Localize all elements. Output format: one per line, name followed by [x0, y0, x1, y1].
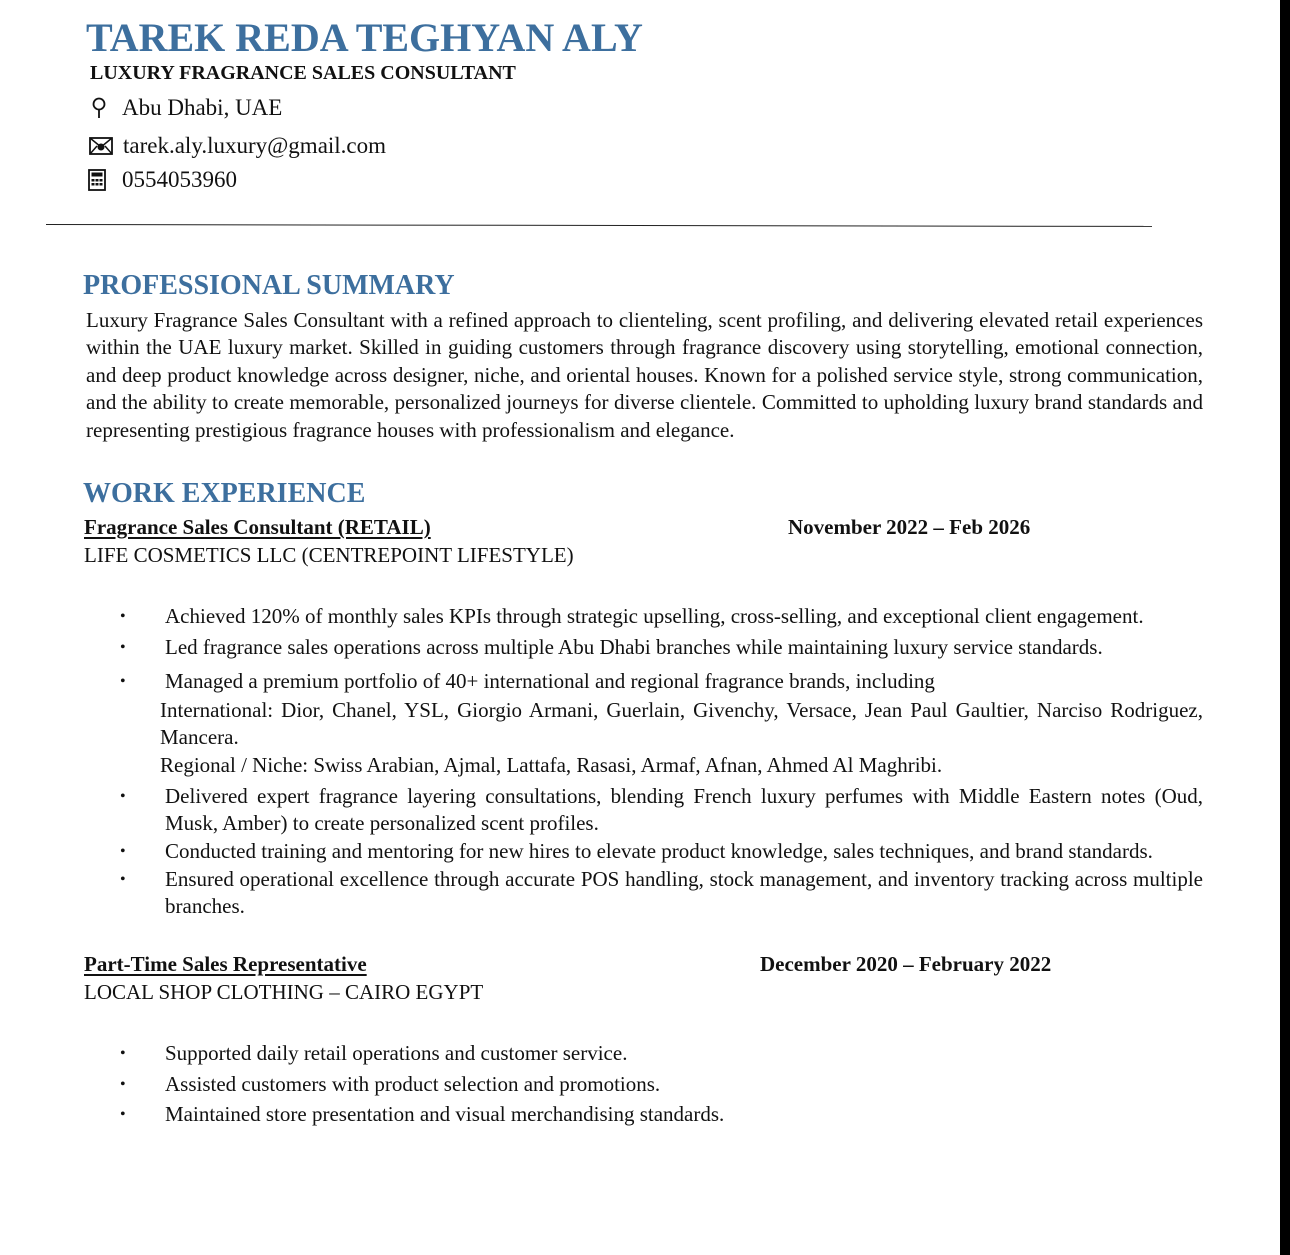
phone-text: 0554053960 — [122, 167, 237, 192]
map-pin-icon — [88, 97, 110, 119]
bullet-text: Led fragrance sales operations across multiple Abu Dhabi branches while maintaining luxury service standards. — [165, 635, 1103, 659]
bullet-text: Maintained store presentation and visual merchandising standards. — [165, 1102, 725, 1126]
bullet-dot: • — [120, 608, 126, 625]
candidate-name: TAREK REDA TEGHYAN ALY — [86, 15, 643, 60]
brands-international: International: Dior, Chanel, YSL, Giorgio Armani, Guerlain, Givenchy, Versace, Jean Paul Gaultier, Narciso Rodriguez, Mancera. — [160, 698, 1203, 750]
job-2-company: LOCAL SHOP CLOTHING – CAIRO EGYPT — [84, 980, 484, 1004]
bullet-text: Delivered expert fragrance layering consultations, blending French luxury perfumes with Middle Eastern notes (Oud, Musk, Amber) to create personalized scent profiles. — [165, 784, 1203, 836]
contact-email — [88, 133, 386, 159]
bullet-dot: • — [120, 788, 126, 805]
bullet-dot: • — [120, 639, 126, 656]
job-2-role: Part-Time Sales Representative — [84, 952, 367, 976]
job-1-dates: November 2022 – Feb 2026 — [788, 515, 1031, 539]
bullet-dot: • — [120, 673, 126, 690]
contact-location — [88, 95, 282, 121]
bullet-text: Supported daily retail operations and customer service. — [165, 1041, 628, 1065]
envelope-icon — [88, 136, 114, 156]
bullet-dot: • — [120, 1045, 126, 1062]
bullet-text: Assisted customers with product selection and promotions. — [165, 1072, 661, 1096]
experience-heading: WORK EXPERIENCE — [83, 478, 366, 509]
summary-text — [86, 307, 1203, 444]
header-divider — [46, 224, 1152, 227]
bullet-text: Managed a premium portfolio of 40+ international and regional fragrance brands, including — [165, 669, 935, 693]
phone-icon — [88, 169, 106, 191]
brands-regional: Regional / Niche: Swiss Arabian, Ajmal, Lattafa, Rasasi, Armaf, Afnan, Ahmed Al Maghribi. — [160, 753, 943, 777]
bullet-dot: • — [120, 843, 126, 860]
summary-heading: PROFESSIONAL SUMMARY — [83, 270, 455, 301]
bullet-text: Conducted training and mentoring for new hires to elevate product knowledge, sales techniques, and brand standards. — [165, 839, 1153, 863]
bullet-text: Achieved 120% of monthly sales KPIs through strategic upselling, cross-selling, and exceptional client engagement. — [165, 604, 1144, 628]
candidate-title: LUXURY FRAGRANCE SALES CONSULTANT — [90, 62, 516, 84]
summary-paragraph: Luxury Fragrance Sales Consultant with a refined approach to clienteling, scent profiling, and delivering elevated retail experiences within the UAE luxury market. Skilled in guiding customers through fragrance discovery using storytelling, emotional connection, and deep product knowledge across designer, niche, and oriental houses. Known for a polished service style, strong communication, and the ability to create memorable, personalized journeys for diverse clientele. Committed to upholding luxury brand standards and representing prestigious fragrance houses with professionalism and elegance. — [86, 308, 1203, 442]
email-text: tarek.aly.luxury@gmail.com — [123, 133, 387, 158]
bullet-dot: • — [120, 1106, 126, 1123]
job-2-dates: December 2020 – February 2022 — [760, 952, 1052, 976]
bullet-dot: • — [120, 1076, 126, 1093]
bullet-dot: • — [120, 871, 126, 888]
bullet-text: Ensured operational excellence through accurate POS handling, stock management, and inventory tracking across multiple branches. — [165, 867, 1203, 919]
location-text: Abu Dhabi, UAE — [122, 95, 283, 120]
job-1-company: LIFE COSMETICS LLC (CENTREPOINT LIFESTYLE) — [84, 543, 574, 567]
contact-phone — [88, 167, 237, 193]
job-1-role: Fragrance Sales Consultant (RETAIL) — [84, 515, 431, 539]
